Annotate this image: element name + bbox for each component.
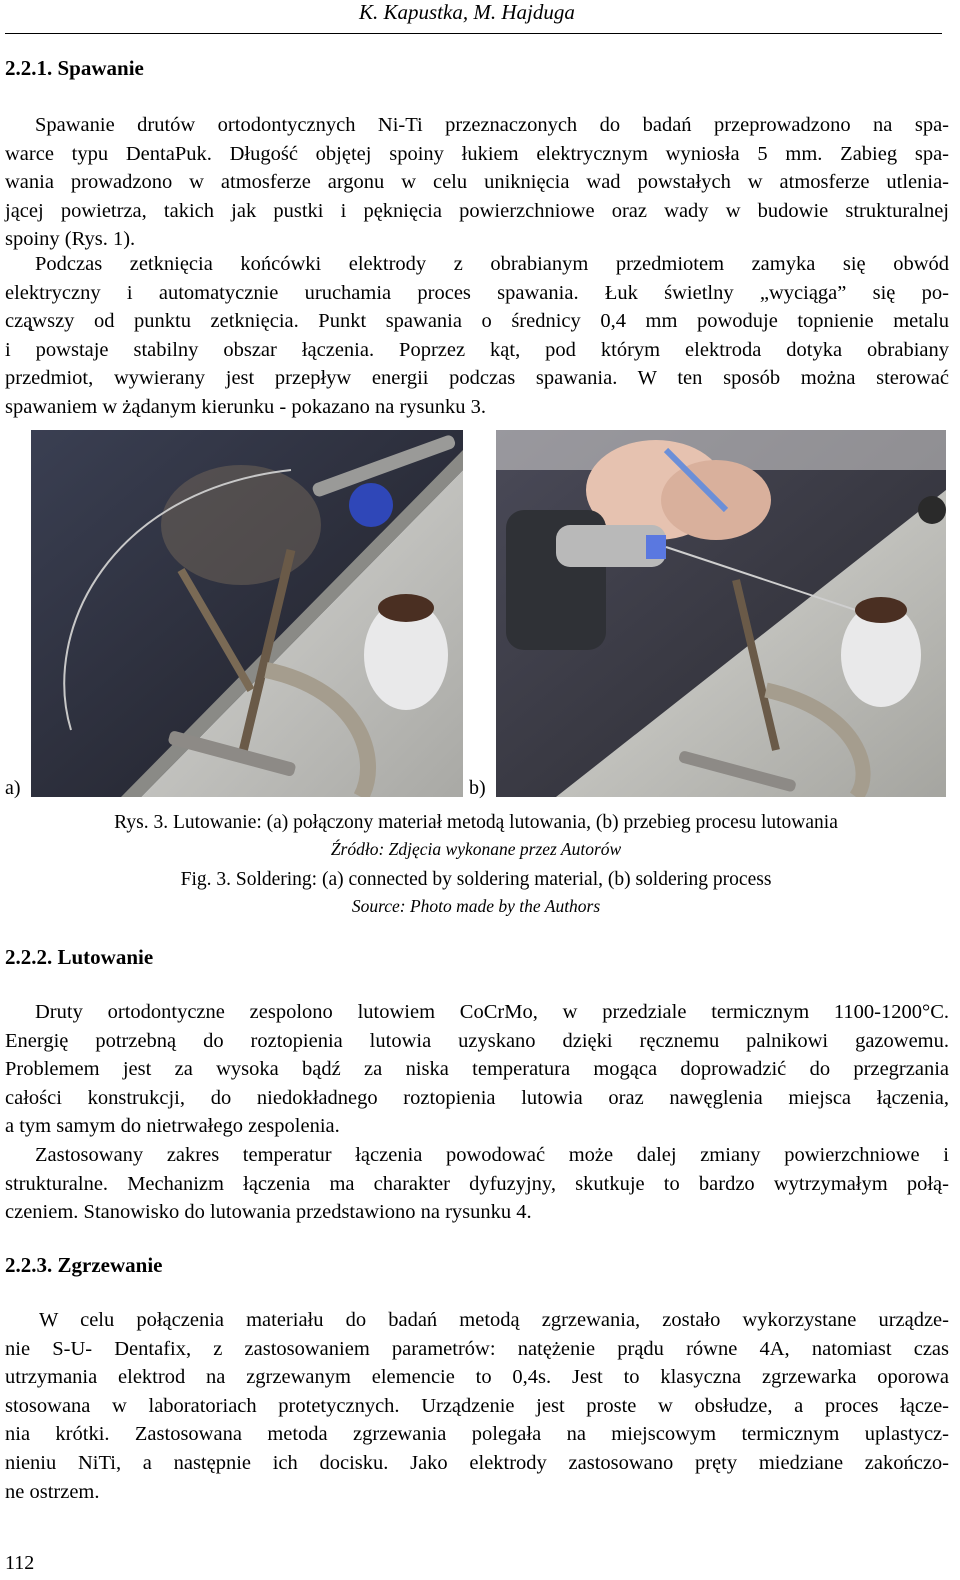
header-rule — [5, 33, 942, 34]
figure-label-a: a) — [5, 777, 21, 799]
text-line: a tym samym do nietrwałego zespolenia. — [5, 1115, 340, 1138]
text-line: Problemem jest za wysoka bądź za niska temperatura mogąca doprowadzić do przegrzania — [5, 1058, 949, 1081]
text-line: Zastosowany zakres temperatur łączenia powodować może dalej zmiany powierzchniowe i — [35, 1144, 949, 1166]
section-heading-lutowanie: 2.2.2. Lutowanie — [5, 945, 154, 969]
paragraph-zgrzewanie-1 — [5, 1306, 949, 1506]
figure-label-b: b) — [469, 777, 486, 799]
text-line: spoiny (Rys. 1). — [5, 228, 136, 251]
text-line: Spawanie drutów ortodontycznych Ni-Ti przeznaczonych do badań przeprowadzono na spa- — [35, 114, 949, 136]
text-line: wania prowadzono w atmosferze argonu w celu uniknięcia wad powstałych w atmosferze utlenia- — [5, 171, 949, 194]
text-line: czeniem. Stanowisko do lutowania przedstawiono na rysunku 4. — [5, 1201, 532, 1224]
text-line: czą̨wszy od punktu zetknięcia. Punkt spawania o średnicy 0,4 mm powoduje topnienie metalu — [5, 310, 949, 333]
text-line: Druty ortodontyczne zespolono lutowiem CoCrMo, w przedziale termicznym 1100-1200°C. — [35, 1001, 949, 1023]
text-line: nieniu NiTi, a następnie ich docisku. Jako elektrody zastosowano pręty miedziane zakończo- — [5, 1451, 949, 1474]
text-line: elektryczny i automatycznie uruchamia proces spawania. Łuk świetlny „wyciąga” się po- — [5, 281, 949, 304]
running-head: K. Kapustka, M. Hajduga — [359, 0, 575, 24]
figure-caption-en: Fig. 3. Soldering: (a) connected by soldering material, (b) soldering process — [180, 869, 772, 890]
text-line: warce typu DentaPuk. Długość objętej spoiny łukiem elektrycznym wyniosła 5 mm. Zabieg spa- — [5, 142, 949, 165]
text-line: i powstaje stabilny obszar łączenia. Poprzez kąt, pod którym elektroda dotyka obrabiany — [5, 338, 949, 361]
soldered-wire-photo — [31, 430, 463, 797]
figure-caption-pl: Rys. 3. Lutowanie: (a) połączony materiał metodą lutowania, (b) przebieg procesu lutowania — [114, 812, 838, 833]
text-line: jącej powietrza, takich jak pustki i pęknięcia powierzchniowe oraz wady w budowie strukturalnej — [5, 199, 949, 222]
figure-source-en: Source: Photo made by the Authors — [351, 896, 601, 916]
text-line: nie S-U- Dentafix, z zastosowaniem parametrów: natężenie prądu równe 4A, natomiast czas — [5, 1337, 949, 1360]
text-line: utrzymania elektrod na zgrzewanym elemencie to 0,4s. Jest to klasyczna zgrzewarka oporowa — [5, 1366, 949, 1389]
text-line: całości konstrukcji, do niedokładnego roztopienia lutowia oraz nawęglenia miejsca łączenia, — [5, 1086, 949, 1109]
figure-3a-photo — [31, 430, 463, 797]
paragraph-spawanie-1 — [5, 111, 949, 254]
text-line: W celu połączenia materiału do badań metodą zgrzewania, zostało wykorzystane urządze- — [39, 1309, 949, 1331]
text-line: Energię potrzebną do roztopienia lutowia uzyskano dzięki ręcznemu palnikowi gazowemu. — [5, 1029, 949, 1052]
paragraph-lutowanie-1 — [5, 998, 949, 1141]
paragraph-lutowanie-2 — [5, 1141, 949, 1227]
text-line: ne ostrzem. — [5, 1480, 100, 1503]
figure-3b-photo — [496, 430, 946, 797]
text-line: spawaniem w żądanym kierunku - pokazano na rysunku 3. — [5, 395, 487, 418]
section-heading-spawanie: 2.2.1. Spawanie — [5, 56, 144, 80]
figure-source-pl: Źródło: Zdjęcia wykonane przez Autorów — [330, 839, 622, 859]
text-line: stosowana w laboratoriach protetycznych. Urządzenie jest proste w obsłudze, a proces łącze- — [5, 1394, 949, 1417]
soldering-process-photo — [496, 430, 946, 797]
text-line: strukturalne. Mechanizm łączenia ma charakter dyfuzyjny, skutkuje to bardzo wytrzymałym połą- — [5, 1172, 949, 1195]
page-number: 112 — [5, 1552, 35, 1574]
section-heading-zgrzewanie: 2.2.3. Zgrzewanie — [5, 1253, 163, 1277]
text-line: przedmiot, wywierany jest przepływ energii podczas spawania. W ten sposób można sterować — [5, 367, 949, 390]
paragraph-spawanie-2 — [5, 250, 949, 422]
text-line: Podczas zetknięcia końcówki elektrody z obrabianym przedmiotem zamyka się obwód — [35, 253, 949, 275]
text-line: nia krótki. Zastosowana metoda zgrzewania polegała na miejscowym termicznym uplastycz- — [5, 1423, 949, 1446]
